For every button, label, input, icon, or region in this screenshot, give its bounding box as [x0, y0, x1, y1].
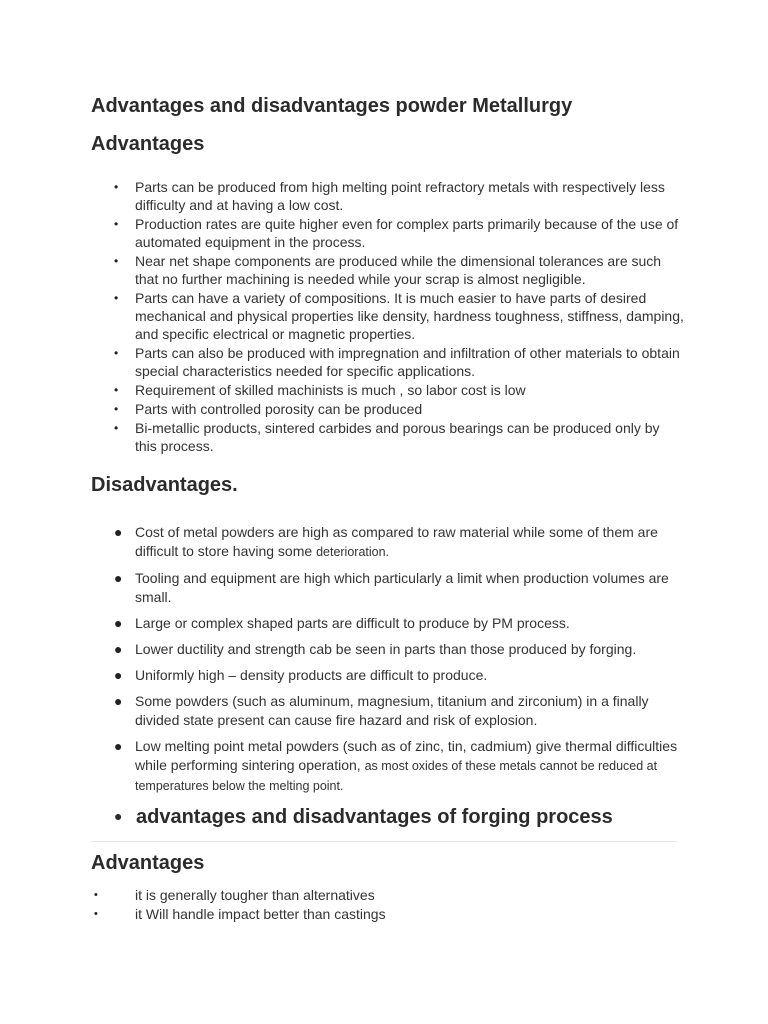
list-item — [114, 692, 689, 730]
list-item — [114, 419, 684, 455]
disadvantages-heading: Disadvantages. — [91, 474, 238, 496]
list-item-text: it is generally tougher than alternatives — [135, 887, 375, 903]
advantages-list — [114, 178, 684, 456]
list-item — [114, 289, 684, 343]
list-item — [114, 666, 689, 685]
list-item — [114, 344, 684, 380]
list-item — [114, 569, 689, 607]
advantages-heading: Advantages — [91, 133, 205, 155]
bullet-icon: • — [114, 291, 119, 305]
list-item — [114, 640, 689, 659]
page-title: Advantages and disadvantages powder Metallurgy — [91, 95, 573, 117]
forging-heading — [114, 806, 613, 829]
bullet-icon: • — [94, 908, 98, 920]
list-item-text: Near net shape components are produced while the dimensional tolerances are such that no further machining is needed while your scrap is almost negligible. — [135, 253, 662, 287]
list-item — [94, 905, 594, 924]
list-item — [114, 614, 689, 633]
list-item-text: Parts can also be produced with impregnation and infiltration of other materials to obtain special characteristics needed for specific applications. — [135, 345, 680, 379]
list-item — [114, 215, 684, 251]
list-item — [114, 381, 684, 399]
bullet-icon: • — [114, 346, 119, 360]
list-item — [114, 523, 689, 562]
list-item-text: Parts can be produced from high melting point refractory metals with respectively less difficulty and at having a low cost. — [135, 179, 665, 213]
list-item-text: Requirement of skilled machinists is much , so labor cost is low — [135, 382, 526, 398]
forging-heading-text: advantages and disadvantages of forging process — [136, 806, 613, 828]
bullet-icon: ● — [114, 808, 123, 824]
bullet-icon: ● — [114, 693, 123, 709]
forging-advantages-list — [94, 886, 594, 924]
list-item-text: Uniformly high – density products are difficult to produce. — [135, 667, 488, 683]
bullet-icon: • — [114, 383, 119, 397]
bullet-icon: ● — [114, 570, 123, 586]
list-item — [114, 252, 684, 288]
bullet-icon: • — [94, 889, 98, 901]
bullet-icon: • — [114, 254, 119, 268]
list-item — [114, 737, 689, 796]
list-item — [94, 886, 594, 905]
divider — [91, 841, 677, 842]
list-item-text: Lower ductility and strength cab be seen in parts than those produced by forging. — [135, 641, 637, 657]
list-item-text: Bi-metallic products, sintered carbides and porous bearings can be produced only by this process. — [135, 420, 660, 454]
list-item-text-continued: deterioration. — [316, 545, 390, 559]
bullet-icon: ● — [114, 524, 123, 540]
bullet-icon: • — [114, 402, 119, 416]
list-item-text-continued: as most oxides of these metals cannot be reduced at temperatures below the melting point. — [135, 759, 658, 793]
bullet-icon: ● — [114, 615, 123, 631]
list-item — [114, 178, 684, 214]
bullet-icon: ● — [114, 667, 123, 683]
list-item-text: Low melting point metal powders (such as of zinc, tin, cadmium) give thermal difficulties while performing sintering operation, — [135, 738, 678, 773]
forging-advantages-heading: Advantages — [91, 852, 205, 874]
list-item-text: Some powders (such as aluminum, magnesium, titanium and zirconium) in a finally divided state present can cause fire hazard and risk of explosion. — [135, 693, 649, 728]
bullet-icon: ● — [114, 641, 123, 657]
list-item-text: Parts with controlled porosity can be produced — [135, 401, 423, 417]
list-item-text: Large or complex shaped parts are difficult to produce by PM process. — [135, 615, 570, 631]
bullet-icon: • — [114, 180, 119, 194]
bullet-icon: • — [114, 217, 119, 231]
bullet-icon: • — [114, 421, 119, 435]
list-item-text: Tooling and equipment are high which particularly a limit when production volumes are small. — [135, 570, 669, 605]
list-item-text: Cost of metal powders are high as compared to raw material while some of them are difficult to store having some — [135, 524, 658, 559]
disadvantages-list — [114, 523, 689, 803]
bullet-icon: ● — [114, 738, 123, 754]
list-item-text: it Will handle impact better than castings — [135, 906, 386, 922]
list-item-text: Production rates are quite higher even for complex parts primarily because of the use of automated equipment in the process. — [135, 216, 679, 250]
list-item-text: Parts can have a variety of compositions. It is much easier to have parts of desired mechanical and physical properties like density, hardness toughness, stiffness, damping, and specific electrical or magnetic properties. — [135, 290, 684, 342]
list-item — [114, 400, 684, 418]
